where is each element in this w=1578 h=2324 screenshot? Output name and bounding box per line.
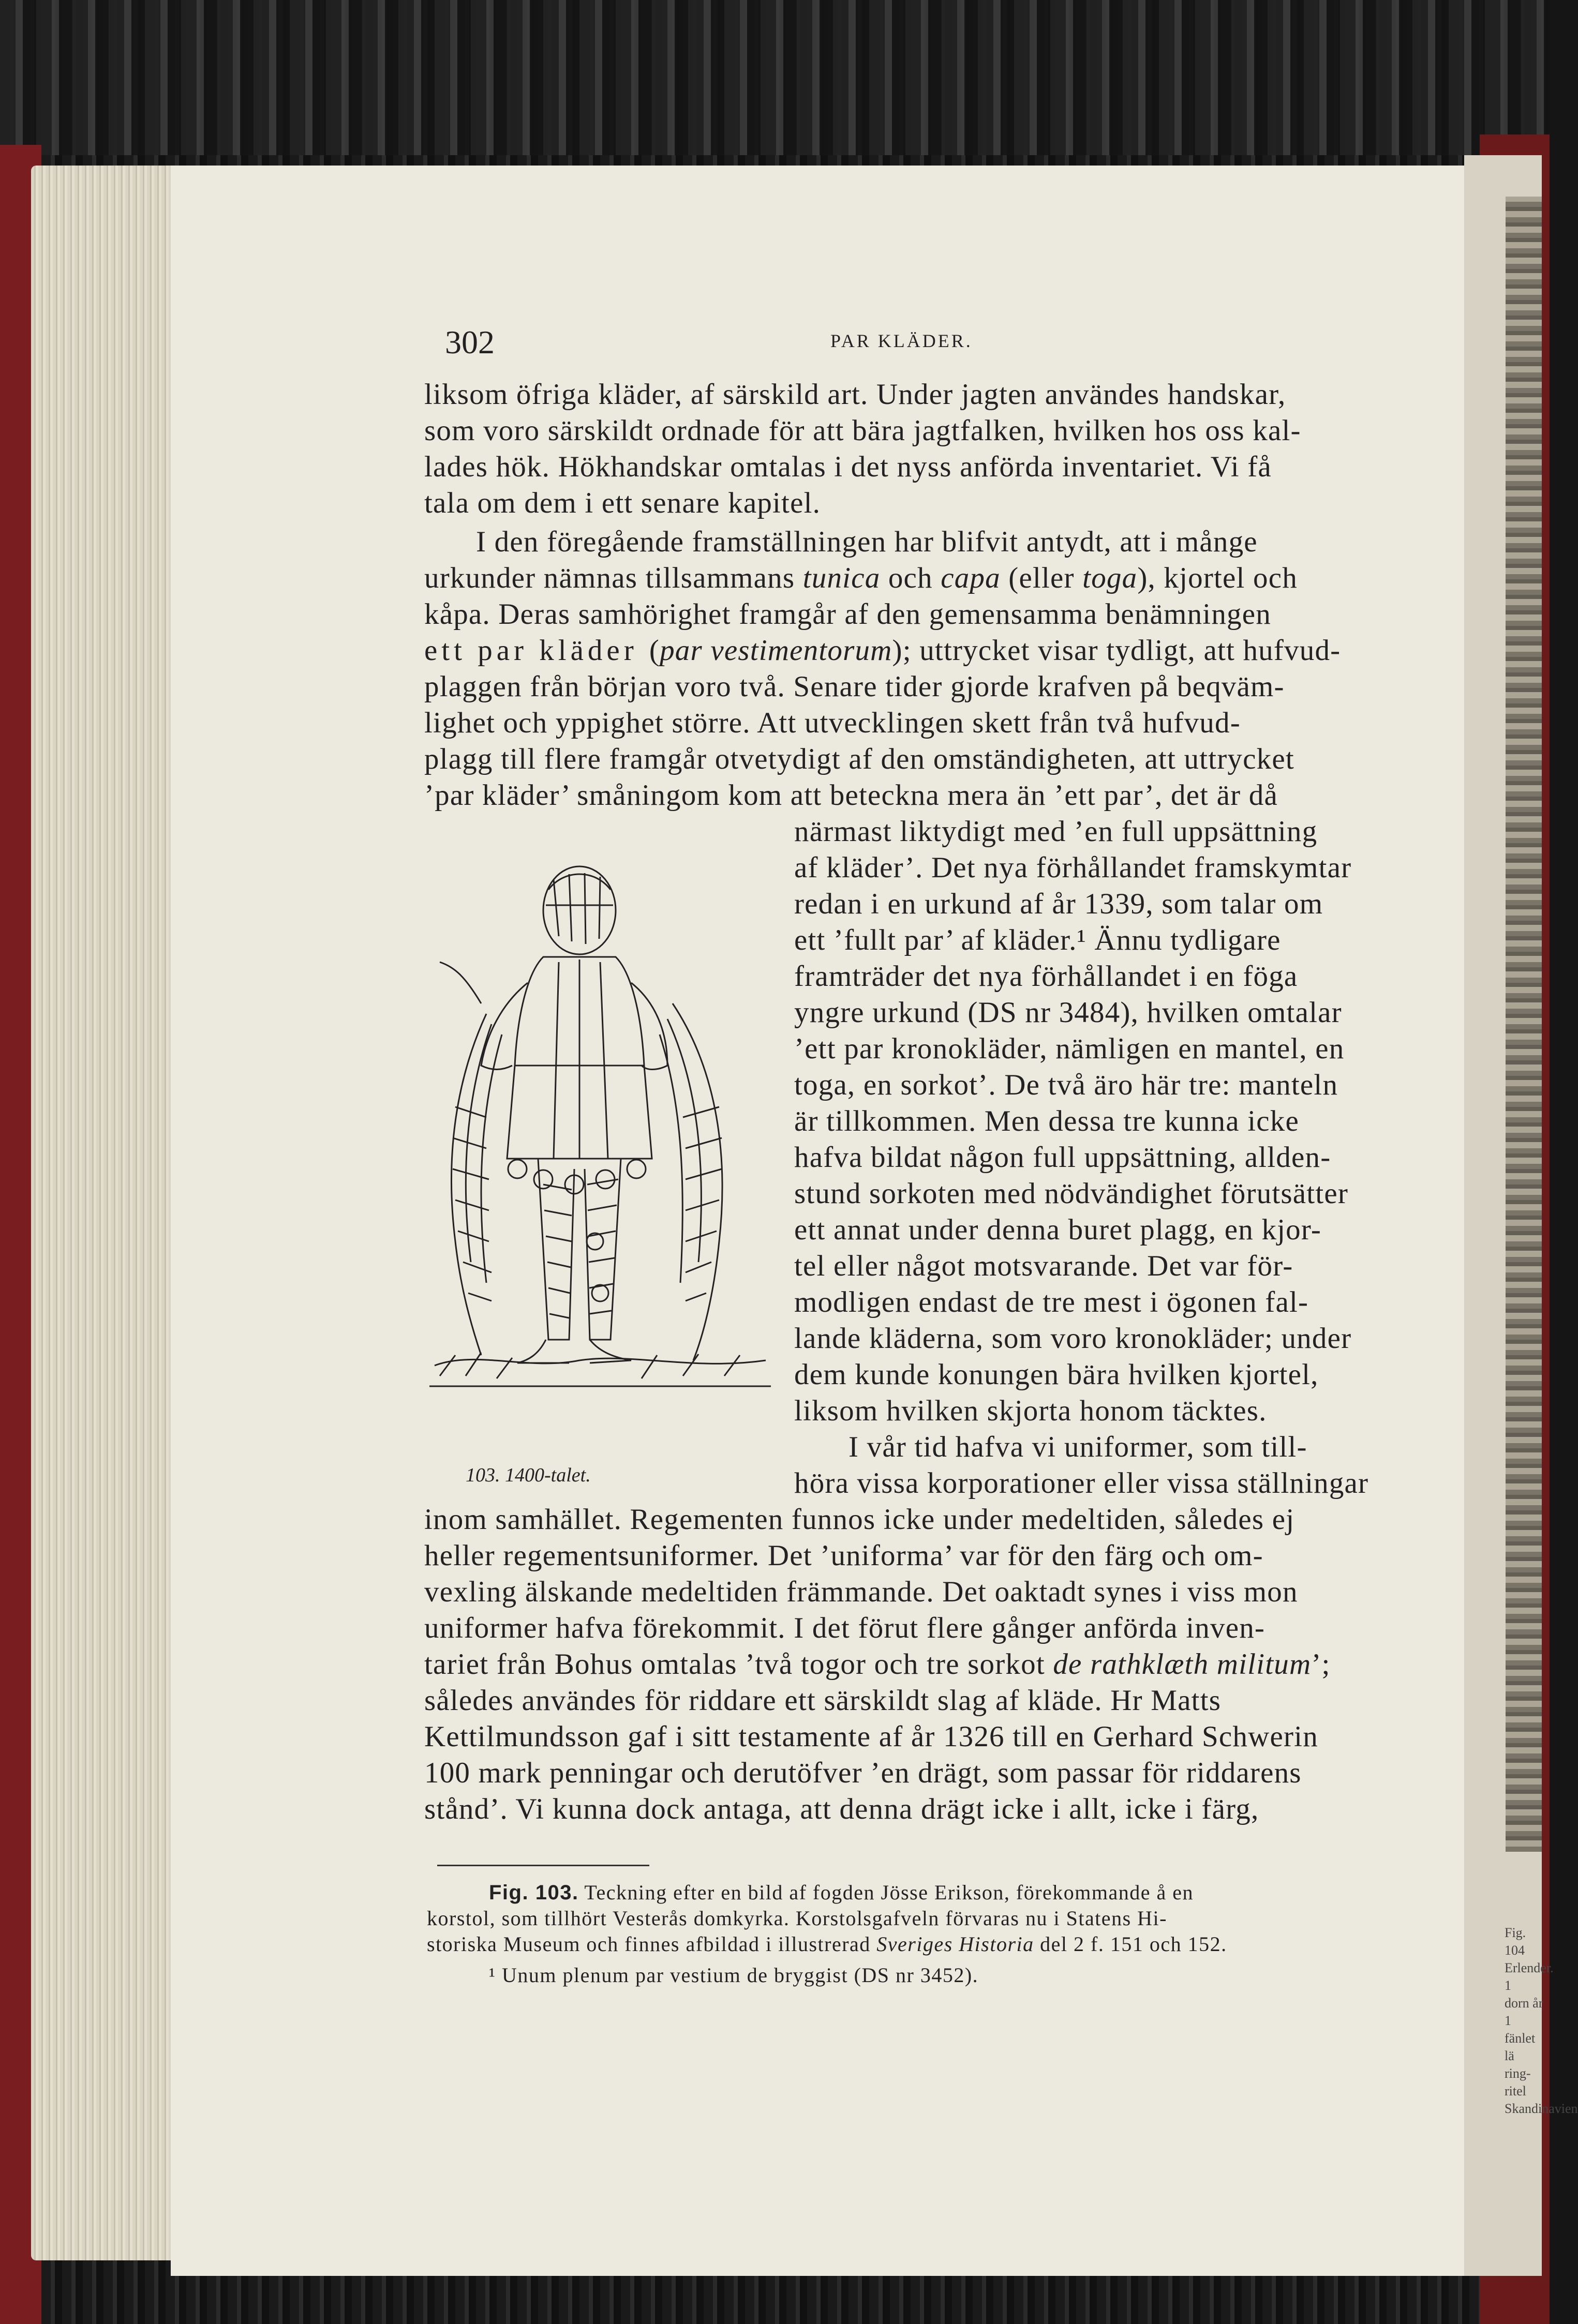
facing-caption-line: dorn år 1 [1505, 1996, 1543, 2028]
body-line: kåpa. Deras samhörighet framgår af den gemensamma benämningen [424, 598, 1271, 631]
body-line: lades hök. Hökhandskar omtalas i det nyss anförda inventariet. Vi få [424, 451, 1272, 483]
body-line-italic: par vestimentorum [660, 634, 892, 667]
body-line: liksom hvilken skjorta honom täcktes. [794, 1395, 1267, 1427]
body-line-italic: toga [1082, 562, 1138, 594]
footnote-italic: Sveriges Historia [876, 1932, 1034, 1956]
body-line: lighet och yppighet större. Att utvecklingen skett från två hufvud- [424, 707, 1241, 739]
body-line-text: tariet från Bohus omtalas ’två togor och tre sorkot [424, 1648, 1053, 1681]
body-line: plaggen från början voro två. Senare tider gjorde krafven på beqväm- [424, 670, 1285, 703]
body-line-italic: de rathklæth militum [1053, 1648, 1312, 1681]
body-line-italic: tunica [802, 562, 881, 594]
body-line-text: ); uttrycket visar tydligt, att hufvud- [892, 634, 1341, 667]
body-line: tel eller något motsvarande. Det var för- [794, 1250, 1293, 1282]
footnote-text: storiska Museum och finnes afbildad i illustrerad [427, 1932, 871, 1956]
body-line [424, 634, 1341, 667]
facing-page-caption [1505, 1924, 1578, 2116]
facing-page-illustration [1506, 197, 1542, 1852]
body-line: af kläder’. Det nya förhållandet framskymtar [794, 851, 1352, 884]
footnote-line: korstol, som tillhört Vesterås domkyrka. Korstolsgafveln förvaras nu i Statens Hi- [427, 1907, 1167, 1930]
body-line: yngre urkund (DS nr 3484), hvilken omtalar [794, 996, 1342, 1029]
body-line: Kettilmundsson gaf i sitt testamente af år 1326 till en Gerhard Schwerin [424, 1720, 1318, 1753]
body-line: är tillkommen. Men dessa tre kunna icke [794, 1105, 1299, 1137]
footnote-text: Teckning efter en bild af fogden Jösse Erikson, förekommande å en [584, 1881, 1194, 1904]
body-line-italic: capa [941, 562, 1001, 594]
body-line: I den föregående framställningen har blifvit antydt, att i månge [476, 526, 1258, 558]
body-line: hafva bildat någon full uppsättning, allden- [794, 1141, 1331, 1174]
facing-caption-line: ring-ritel [1505, 2066, 1531, 2098]
body-line: toga, en sorkot’. De två äro här tre: manteln [794, 1069, 1338, 1101]
body-line: stund sorkoten med nödvändighet förutsätter [794, 1177, 1349, 1210]
body-line: 100 mark penningar och derutöfver ’en drägt, som passar för riddarens [424, 1757, 1302, 1789]
facing-caption-line: fänlet lä [1505, 2031, 1536, 2063]
body-line: uniformer hafva förekommit. I det förut flere gånger anförda inven- [424, 1612, 1266, 1644]
page-edges [31, 166, 186, 2260]
body-line: ett annat under denna buret plagg, en kjor- [794, 1213, 1322, 1246]
figure-illustration [424, 848, 776, 1459]
body-line: I vår tid hafva vi uniformer, som till- [848, 1431, 1307, 1463]
body-line: modligen endast de tre mest i ögonen fal- [794, 1286, 1309, 1318]
body-line: heller regementsuniformer. Det ’uniforma’ var för den färg och om- [424, 1539, 1263, 1572]
footnote-text: del 2 f. 151 och 152. [1040, 1932, 1227, 1956]
body-line [424, 561, 1298, 595]
footnote-line [489, 1880, 1194, 1905]
body-line-text: ), kjortel och [1137, 562, 1298, 594]
facing-caption-line: Skandinavien [1505, 2101, 1578, 2116]
facing-caption-line: Fig. 104 [1505, 1925, 1526, 1958]
body-line-text: och [880, 562, 941, 594]
running-title: PAR KLÄDER. [830, 331, 973, 351]
page-number: 302 [445, 324, 495, 361]
body-line: vexling älskande medeltiden främmande. Det oaktadt synes i viss mon [424, 1576, 1298, 1608]
body-line: höra vissa korporationer eller vissa ställningar [794, 1467, 1369, 1500]
body-line: således användes för riddare ett särskildt slag af kläde. Hr Matts [424, 1684, 1222, 1717]
scan-top-background [0, 0, 1550, 155]
body-line: lande kläderna, som voro kronokläder; under [794, 1322, 1352, 1355]
body-line: plagg till flere framgår otvetydigt af den omständigheten, att uttrycket [424, 743, 1294, 775]
body-line: närmast liktydigt med ’en full uppsättning [794, 815, 1318, 848]
body-line: ’ett par kronokläder, nämligen en mantel, en [794, 1032, 1345, 1065]
body-line-text: ( [649, 634, 660, 667]
footnote-divider [437, 1865, 649, 1866]
body-line: redan i en urkund af år 1339, som talar om [794, 888, 1323, 920]
body-line-text: urkunder nämnas tillsammans [424, 562, 803, 594]
figure-label: Fig. 103. [489, 1881, 579, 1904]
body-line: ett ’fullt par’ af kläder.¹ Ännu tydligare [794, 924, 1281, 956]
body-line: inom samhället. Regementen funnos icke under medeltiden, således ej [424, 1503, 1295, 1536]
body-line: tala om dem i ett senare kapitel. [424, 487, 821, 519]
body-line: ’par kläder’ småningom kom att beteckna mera än ’ett par’, det är då [424, 779, 1278, 812]
body-line: som voro särskildt ordnade för att bära jagtfalken, hvilken hos oss kal- [424, 414, 1301, 447]
figure-caption: 103. 1400-talet. [466, 1464, 591, 1486]
footnote-line: ¹ Unum plenum par vestium de bryggist (DS nr 3452). [489, 1963, 979, 1987]
footnote-line [427, 1932, 1227, 1956]
body-line [424, 1647, 1331, 1681]
body-line: dem kunde konungen bära hvilken kjortel, [794, 1358, 1319, 1391]
body-line-text: (eller [1000, 562, 1083, 594]
body-line-text: ’; [1311, 1648, 1331, 1681]
body-line-text: ett par kläder [424, 634, 649, 667]
body-line: stånd’. Vi kunna dock antaga, att denna drägt icke i allt, icke i färg, [424, 1793, 1259, 1825]
body-line: framträder det nya förhållandet i en föga [794, 960, 1298, 993]
facing-caption-line: Erlender. 1 [1505, 1960, 1554, 1993]
body-line: liksom öfriga kläder, af särskild art. Under jagten användes handskar, [424, 378, 1286, 411]
